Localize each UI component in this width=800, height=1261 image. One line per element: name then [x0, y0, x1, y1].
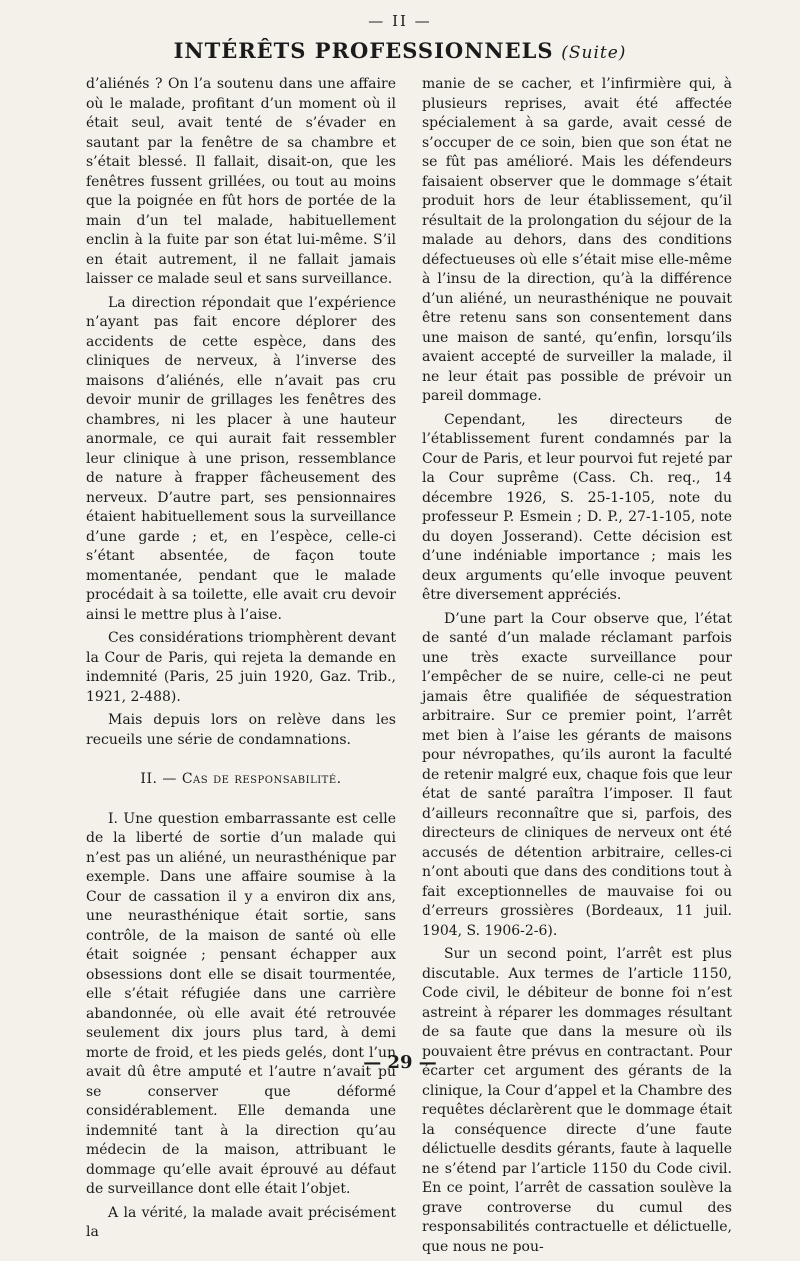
section-heading: II. — Cas de responsabilité.	[140, 771, 342, 787]
paragraph: Cependant, les directeurs de l’établissement furent condamnés par la Cour de Paris, et leur pourvoi fut rejeté par la Cour suprême (Cass. Ch. req., 14 décembre 1926, S. 25-1-105, note du professeur P. Esmein ; D. P., 27-1-105, note du doyen Josserand). Cette décision est d’une indéniable importance ; mais les deux arguments qu’elle invoque peuvent être diversement appréciés.	[422, 411, 732, 603]
paragraph: Mais depuis lors on relève dans les recueils une série de condamnations.	[86, 712, 396, 748]
page-title-main: INTÉRÊTS PROFESSIONNELS	[173, 38, 554, 63]
paragraph: D’une part la Cour observe que, l’état de santé d’un malade réclamant parfois une très exacte surveillance pour l’empêcher de se nuire, celle-ci ne peut jamais être qualifiée de séquestration arbitraire. Sur ce premier point, l’arrêt met bien à l’aise les gérants de maisons pour névropathes, qu’ils auront la faculté de retenir malgré eux, chaque fois que leur état de santé paraîtra l’imposer. Il faut d’ailleurs reconnaître que si, parfois, des directeurs de cliniques de nerveux ont été accusés de détention arbitraire, celles-ci n’ont abouti que dans des conditions tout à fait exceptionnelles de mauvaise foi ou d’erreurs grossières (Bordeaux, 11 juil. 1904, S. 1906-2-6).	[422, 610, 732, 939]
paragraph: manie de se cacher, et l’infirmière qui, à plusieurs reprises, avait été affectée spécialement à sa garde, avait cessé de s’occuper de ce soin, bien que son état ne se fût pas amélioré. Mais les défendeurs faisaient observer que le dommage s’était produit hors de leur établissement, qu’il résultait de la prolongation du séjour de la malade au dehors, dans des conditions défectueuses où elle s’était mise elle-même à l’insu de la direction, qu’à la différence d’un aliéné, un neurasthénique ne pouvait être retenu sans son consentement dans une maison de santé, qu’enfin, lorsqu’ils avaient accepté de surveiller la malade, il ne leur était pas possible de prévoir un pareil dommage.	[422, 76, 732, 404]
header-page-roman: — II —	[368, 12, 432, 30]
paragraph: A la vérité, la malade avait précisément la	[86, 1204, 396, 1240]
footer-page-number: — 29 —	[363, 1052, 437, 1073]
paragraph: Sur un second point, l’arrêt est plus discutable. Aux termes de l’article 1150, Code civil, le débiteur de bonne foi n’est astreint à réparer les dommages résultant de sa faute que dans la mesure où ils pouvaient être prévus en contractant. Pour écarter cet argument des gérants de la clinique, la Cour d’appel et la Chambre des requêtes déclarèrent que le dommage était la conséquence directe d’une faute délictuelle desdits gérants, faute à laquelle ne s’étend par l’article 1150 du Code civil. En ce point, l’arrêt de cassation soulève la grave controverse du cumul des responsabilités contractuelle et délictuelle, que nous ne pou-	[422, 946, 732, 1255]
page-title	[0, 38, 800, 63]
paragraph: d’aliénés ? On l’a soutenu dans une affaire où le malade, profitant d’un moment où il était seul, avait tenté de s’évader en sautant par la fenêtre de sa chambre et s’était blessé. Il fallait, disait-on, que les fenêtres fussent grillées, ou tout au moins que la poignée en fût hors de portée de la main d’un tel malade, habituellement enclin à la fuite par son état lui-même. S’il en était autrement, il ne fallait jamais laisser ce malade seul et sans surveillance.	[86, 76, 396, 287]
paragraph: La direction répondait que l’expérience n’ayant pas fait encore déplorer des accidents de cette espèce, dans des cliniques de nerveux, à l’inverse des maisons d’aliénés, elle n’avait pas cru devoir munir de grillages les fenêtres des chambres, ni les placer à une hauteur anormale, ce qui aurait fait ressembler leur clinique à une prison, ressemblance de nature à frapper fâcheusement des nerveux. D’autre part, ses pensionnaires étaient habituellement sous la surveillance d’une garde ; et, en l’espèce, celle-ci s’étant absentée, de façon toute momentanée, pendant que le malade procédait à sa toilette, elle avait cru devoir ainsi le mettre plus à l’aise.	[86, 294, 396, 623]
paragraph: I. Une question embarrassante est celle de la liberté de sortie d’un malade qui n’est pas un aliéné, un neurasthénique par exemple. Dans une affaire soumise à la Cour de cassation il y a environ dix ans, une neurasthénique était sortie, sans contrôle, de la maison de santé où elle était soignée ; pensant échapper aux obsessions dont elle se disait tourmentée, elle s’était réfugiée dans une carrière abandonnée, où elle avait été retrouvée seulement dix jours plus tard, à demi morte de froid, et les pieds gelés, dont l’un avait dû être amputé et l’autre n’avait pu se conserver que déformé considérablement. Elle demanda une indemnité tant à la direction qu’au médecin de la maison, attribuant le dommage qu’elle avait éprouvé au défaut de surveillance dont elle était l’objet.	[86, 810, 396, 1197]
paragraph: Ces considérations triomphèrent devant la Cour de Paris, qui rejeta la demande en indemnité (Paris, 25 juin 1920, Gaz. Trib., 1921, 2-488).	[86, 630, 396, 705]
page-title-suffix: (Suite)	[561, 43, 627, 63]
right-column	[422, 75, 732, 1261]
